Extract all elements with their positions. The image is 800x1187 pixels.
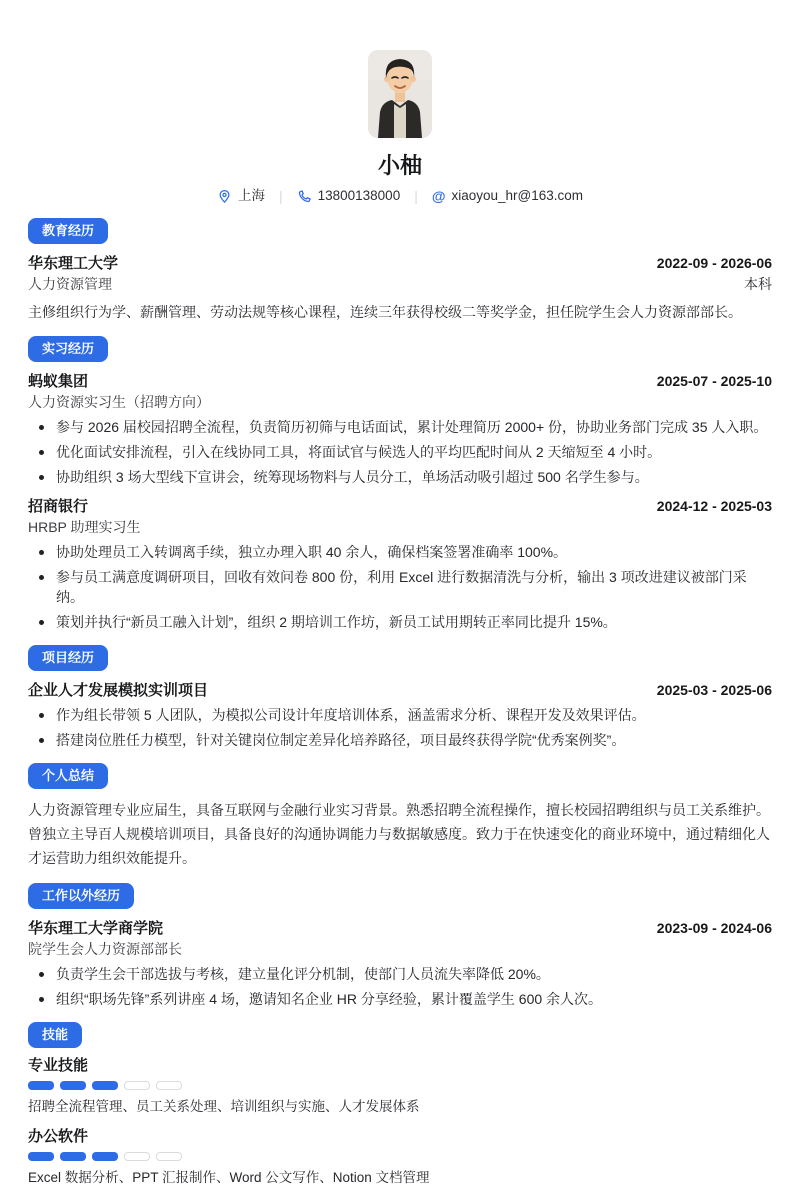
contact-separator: | bbox=[278, 188, 283, 204]
bullet-item: 优化面试安排流程，引入在线协同工具，将面试官与候选人的平均匹配时间从 2 天缩短至 4 小时。 bbox=[28, 442, 772, 462]
contact-separator: | bbox=[414, 188, 418, 204]
skill-item bbox=[28, 1128, 772, 1187]
section-education bbox=[28, 205, 772, 323]
skill-description: Excel 数据分析、PPT 汇报制作、Word 公文写作、Notion 文档管理 bbox=[28, 1170, 430, 1185]
contact-email bbox=[432, 187, 583, 205]
summary-text: 人力资源管理专业应届生，具备互联网与金融行业实习背景。熟悉招聘全流程操作，擅长校园招聘组织与员工关系维护。曾独立主导百人规模培训项目，具备良好的沟通协调能力与数据敏感度。致力于在快速变化的商业环境中，通过精细化人才运营助力组织效能提升。 bbox=[28, 802, 770, 866]
internship-bullet-list bbox=[28, 417, 772, 487]
skill-level-segment bbox=[28, 1081, 54, 1090]
project-bullet-list bbox=[28, 705, 772, 750]
project-entry bbox=[28, 681, 772, 750]
location-pin-icon bbox=[217, 189, 232, 204]
other-entry bbox=[28, 919, 772, 1009]
bullet-item: 负责学生会干部选拔与考核，建立量化评分机制，使部门人员流失率降低 20%。 bbox=[28, 964, 772, 984]
skill-level-segment bbox=[156, 1152, 182, 1161]
internship-entry bbox=[28, 497, 772, 632]
bullet-item: 组织“职场先锋”系列讲座 4 场，邀请知名企业 HR 分享经验，累计覆盖学生 600 余人次。 bbox=[28, 989, 772, 1009]
other-date: 2023-09 - 2024-06 bbox=[656, 920, 772, 936]
bullet-item: 搭建岗位胜任力模型，针对关键岗位制定差异化培养路径，项目最终获得学院“优秀案例奖”。 bbox=[28, 730, 772, 750]
section-badge-project: 项目经历 bbox=[28, 645, 108, 671]
bullet-item: 协助组织 3 场大型线下宣讲会，统筹现场物料与人员分工，单场活动吸引超过 500 名学生参与。 bbox=[28, 467, 772, 487]
internship-role: 人力资源实习生（招聘方向） bbox=[28, 394, 210, 410]
email-at-icon: @ bbox=[431, 187, 446, 204]
contact-phone bbox=[297, 187, 401, 205]
skill-name: 办公软件 bbox=[28, 1128, 89, 1145]
internship-date: 2024-12 - 2025-03 bbox=[656, 498, 772, 514]
contact-email-text: xiaoyou_hr@163.com bbox=[451, 188, 584, 203]
skill-level-segment bbox=[92, 1152, 118, 1161]
skill-level-bar bbox=[28, 1081, 772, 1090]
profile-photo-illustration bbox=[368, 50, 432, 138]
skill-level-segment bbox=[156, 1081, 182, 1090]
resume-header bbox=[28, 0, 772, 205]
section-summary bbox=[28, 750, 772, 870]
section-other-experience bbox=[28, 870, 772, 1009]
section-badge-education: 教育经历 bbox=[28, 218, 108, 244]
internship-date: 2025-07 - 2025-10 bbox=[656, 373, 772, 389]
education-description: 主修组织行为学、薪酬管理、劳动法规等核心课程，连续三年获得校级二等奖学金，担任院学生会人力资源部部长。 bbox=[28, 304, 742, 320]
internship-entry bbox=[28, 372, 772, 487]
skill-level-segment bbox=[92, 1081, 118, 1090]
section-badge-skills: 技能 bbox=[28, 1022, 82, 1048]
bullet-item: 参与员工满意度调研项目，回收有效问卷 800 份，利用 Excel 进行数据清洗与分析，输出 3 项改进建议被部门采纳。 bbox=[28, 567, 772, 607]
profile-name: 小柚 bbox=[377, 153, 422, 178]
section-project bbox=[28, 632, 772, 750]
school-name: 华东理工大学 bbox=[28, 255, 119, 272]
education-major: 人力资源管理 bbox=[28, 276, 112, 292]
education-entry bbox=[28, 254, 772, 323]
skill-description: 招聘全流程管理、员工关系处理、培训组织与实施、人才发展体系 bbox=[28, 1099, 420, 1114]
section-badge-internship: 实习经历 bbox=[28, 336, 108, 362]
education-date: 2022-09 - 2026-06 bbox=[656, 255, 772, 271]
project-date: 2025-03 - 2025-06 bbox=[656, 682, 772, 698]
skill-level-segment bbox=[28, 1152, 54, 1161]
skill-name: 专业技能 bbox=[28, 1057, 89, 1074]
education-degree: 本科 bbox=[744, 276, 772, 292]
contact-location-text: 上海 bbox=[237, 188, 265, 203]
bullet-item: 策划并执行“新员工融入计划”，组织 2 期培训工作坊，新员工试用期转正率同比提升 15%。 bbox=[28, 612, 772, 632]
skill-level-bar bbox=[28, 1152, 772, 1161]
contact-row bbox=[28, 187, 772, 205]
section-badge-summary: 个人总结 bbox=[28, 763, 108, 789]
bullet-item: 参与 2026 届校园招聘全流程，负责简历初筛与电话面试，累计处理简历 2000+ 份，协助业务部门完成 35 人入职。 bbox=[28, 417, 772, 437]
organization-name: 华东理工大学商学院 bbox=[28, 920, 164, 937]
other-bullet-list bbox=[28, 964, 772, 1009]
section-internship bbox=[28, 323, 772, 632]
skill-level-segment bbox=[124, 1081, 150, 1090]
contact-phone-text: 13800138000 bbox=[317, 188, 401, 203]
contact-location bbox=[217, 187, 265, 205]
skill-level-segment bbox=[60, 1152, 86, 1161]
skill-item bbox=[28, 1057, 772, 1116]
internship-role: HRBP 助理实习生 bbox=[28, 519, 141, 535]
project-name: 企业人才发展模拟实训项目 bbox=[28, 682, 209, 699]
profile-photo bbox=[368, 50, 432, 138]
skill-level-segment bbox=[124, 1152, 150, 1161]
bullet-item: 协助处理员工入转调离手续，独立办理入职 40 余人，确保档案签署准确率 100%。 bbox=[28, 542, 772, 562]
skill-level-segment bbox=[60, 1081, 86, 1090]
bullet-item: 作为组长带领 5 人团队，为模拟公司设计年度培训体系，涵盖需求分析、课程开发及效果评估。 bbox=[28, 705, 772, 725]
phone-icon bbox=[297, 189, 312, 204]
company-name: 蚂蚁集团 bbox=[28, 373, 89, 390]
company-name: 招商银行 bbox=[28, 498, 89, 515]
section-badge-other: 工作以外经历 bbox=[28, 883, 134, 909]
other-role: 院学生会人力资源部部长 bbox=[28, 941, 182, 957]
internship-bullet-list bbox=[28, 542, 772, 632]
section-skills bbox=[28, 1009, 772, 1187]
